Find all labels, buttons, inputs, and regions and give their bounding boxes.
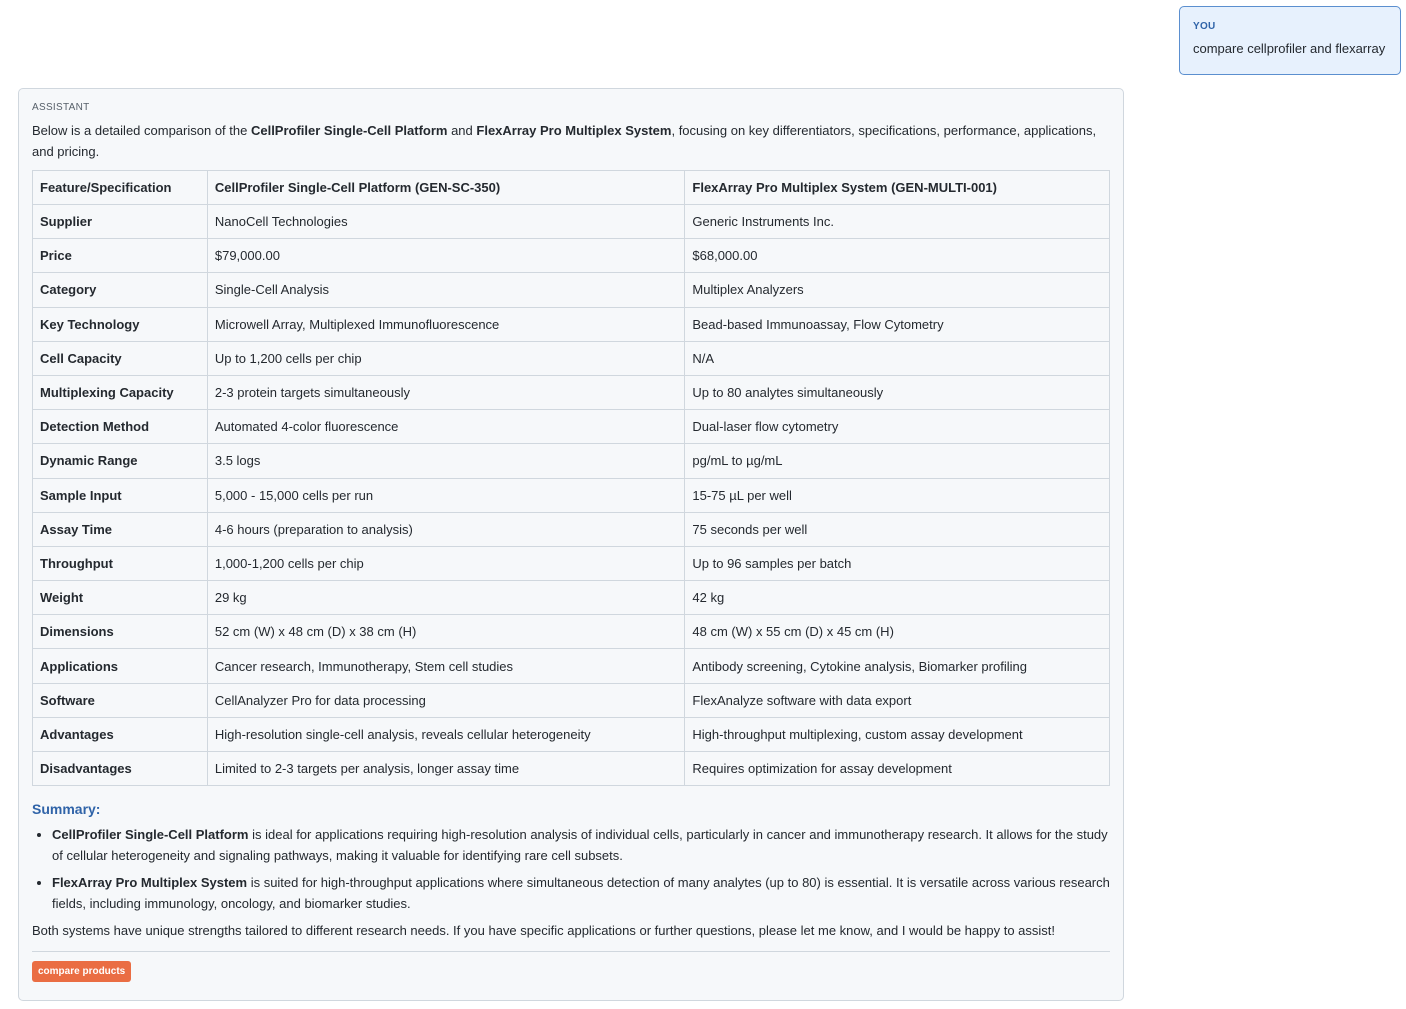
intro-text-1: Below is a detailed comparison of the <box>32 123 251 138</box>
cell-cellprofiler: NanoCell Technologies <box>207 205 685 239</box>
table-row <box>33 478 1110 512</box>
summary-item-text: is ideal for applications requiring high-resolution analysis of individual cells, particularly in cancer and immunotherapy research. It allows for the study of cellular heterogeneity and signaling pathways, making it valuable for identifying rare cell subsets. <box>52 827 1108 864</box>
cell-flexarray: Antibody screening, Cytokine analysis, Biomarker profiling <box>685 649 1110 683</box>
summary-item-bold: FlexArray Pro Multiplex System <box>52 875 248 891</box>
cell-feature: Category <box>33 273 208 307</box>
table-row <box>33 752 1110 786</box>
cell-cellprofiler: Single-Cell Analysis <box>207 273 685 307</box>
cell-feature: Supplier <box>33 205 208 239</box>
cell-feature: Software <box>33 683 208 717</box>
table-row <box>33 512 1110 546</box>
summary-item-text: is suited for high-throughput applications where simultaneous detection of many analytes (up to 80) is essential. It is versatile across various research fields, including immunology, oncology, and biomarker studies. <box>52 875 1110 912</box>
cell-cellprofiler: 3.5 logs <box>207 444 685 478</box>
table-row <box>33 546 1110 580</box>
summary-item <box>52 824 1110 866</box>
cell-feature: Advantages <box>33 717 208 751</box>
cell-feature: Dimensions <box>33 615 208 649</box>
cell-flexarray: 42 kg <box>685 581 1110 615</box>
cell-flexarray: 15-75 µL per well <box>685 478 1110 512</box>
intro-text-3: , focusing on key differentiators, specifications, performance, applications, and pricing. <box>32 123 1097 159</box>
summary-item-bold: CellProfiler Single-Cell Platform <box>52 827 249 843</box>
cell-flexarray: Generic Instruments Inc. <box>685 205 1110 239</box>
table-row <box>33 615 1110 649</box>
summary-title: Summary: <box>32 801 101 818</box>
table-row <box>33 307 1110 341</box>
table-row <box>33 375 1110 409</box>
table-row <box>33 239 1110 273</box>
cell-flexarray: Up to 80 analytes simultaneously <box>685 375 1110 409</box>
cell-feature: Weight <box>33 581 208 615</box>
table-row <box>33 581 1110 615</box>
cell-feature: Cell Capacity <box>33 341 208 375</box>
table-header-row <box>33 171 1110 205</box>
intro-text-2: and <box>447 123 477 138</box>
cell-cellprofiler: Automated 4-color fluorescence <box>207 410 685 444</box>
cell-flexarray: 75 seconds per well <box>685 512 1110 546</box>
table-row <box>33 410 1110 444</box>
cell-cellprofiler: 52 cm (W) x 48 cm (D) x 38 cm (H) <box>207 615 685 649</box>
cell-cellprofiler: $79,000.00 <box>207 239 685 273</box>
cell-cellprofiler: 2-3 protein targets simultaneously <box>207 375 685 409</box>
cell-feature: Disadvantages <box>33 752 208 786</box>
header-flexarray: FlexArray Pro Multiplex System (GEN-MULTI-001) <box>685 171 1110 205</box>
cell-cellprofiler: Up to 1,200 cells per chip <box>207 341 685 375</box>
divider <box>32 951 1110 952</box>
table-row <box>33 341 1110 375</box>
cell-flexarray: $68,000.00 <box>685 239 1110 273</box>
header-cellprofiler: CellProfiler Single-Cell Platform (GEN-SC-350) <box>207 171 685 205</box>
assistant-message <box>18 88 1124 1001</box>
cell-feature: Assay Time <box>33 512 208 546</box>
cell-flexarray: High-throughput multiplexing, custom assay development <box>685 717 1110 751</box>
intro-paragraph <box>32 120 1110 162</box>
cell-flexarray: N/A <box>685 341 1110 375</box>
comparison-table <box>32 170 1110 786</box>
cell-flexarray: Requires optimization for assay development <box>685 752 1110 786</box>
user-message-text: compare cellprofiler and flexarray <box>1193 41 1386 56</box>
cell-flexarray: Bead-based Immunoassay, Flow Cytometry <box>685 307 1110 341</box>
cell-cellprofiler: CellAnalyzer Pro for data processing <box>207 683 685 717</box>
cell-flexarray: Multiplex Analyzers <box>685 273 1110 307</box>
cell-cellprofiler: High-resolution single-cell analysis, reveals cellular heterogeneity <box>207 717 685 751</box>
cell-feature: Applications <box>33 649 208 683</box>
cell-cellprofiler: 5,000 - 15,000 cells per run <box>207 478 685 512</box>
user-role-label: YOU <box>1193 21 1216 32</box>
closing-paragraph: Both systems have unique strengths tailored to different research needs. If you have specific applications or further questions, please let me know, and I would be happy to assist! <box>32 923 1056 939</box>
cell-feature: Throughput <box>33 546 208 580</box>
cell-feature: Key Technology <box>33 307 208 341</box>
cell-flexarray: Up to 96 samples per batch <box>685 546 1110 580</box>
summary-list <box>32 824 1110 914</box>
summary-item <box>52 872 1110 914</box>
cell-flexarray: Dual-laser flow cytometry <box>685 410 1110 444</box>
cell-cellprofiler: Microwell Array, Multiplexed Immunofluorescence <box>207 307 685 341</box>
cell-cellprofiler: Cancer research, Immunotherapy, Stem cell studies <box>207 649 685 683</box>
intro-product-2: FlexArray Pro Multiplex System <box>476 123 672 138</box>
cell-feature: Sample Input <box>33 478 208 512</box>
table-row <box>33 717 1110 751</box>
cell-flexarray: FlexAnalyze software with data export <box>685 683 1110 717</box>
header-feature: Feature/Specification <box>33 171 208 205</box>
user-message-bubble <box>1179 6 1401 75</box>
table-row <box>33 205 1110 239</box>
cell-cellprofiler: 29 kg <box>207 581 685 615</box>
cell-feature: Price <box>33 239 208 273</box>
table-row <box>33 683 1110 717</box>
table-row <box>33 649 1110 683</box>
cell-feature: Detection Method <box>33 410 208 444</box>
cell-cellprofiler: Limited to 2-3 targets per analysis, longer assay time <box>207 752 685 786</box>
assistant-role-label: ASSISTANT <box>32 102 90 113</box>
table-row <box>33 273 1110 307</box>
compare-products-button[interactable]: compare products <box>32 961 131 982</box>
cell-flexarray: pg/mL to µg/mL <box>685 444 1110 478</box>
cell-cellprofiler: 4-6 hours (preparation to analysis) <box>207 512 685 546</box>
table-row <box>33 444 1110 478</box>
cell-feature: Multiplexing Capacity <box>33 375 208 409</box>
cell-flexarray: 48 cm (W) x 55 cm (D) x 45 cm (H) <box>685 615 1110 649</box>
intro-product-1: CellProfiler Single-Cell Platform <box>250 123 448 138</box>
cell-cellprofiler: 1,000-1,200 cells per chip <box>207 546 685 580</box>
cell-feature: Dynamic Range <box>33 444 208 478</box>
